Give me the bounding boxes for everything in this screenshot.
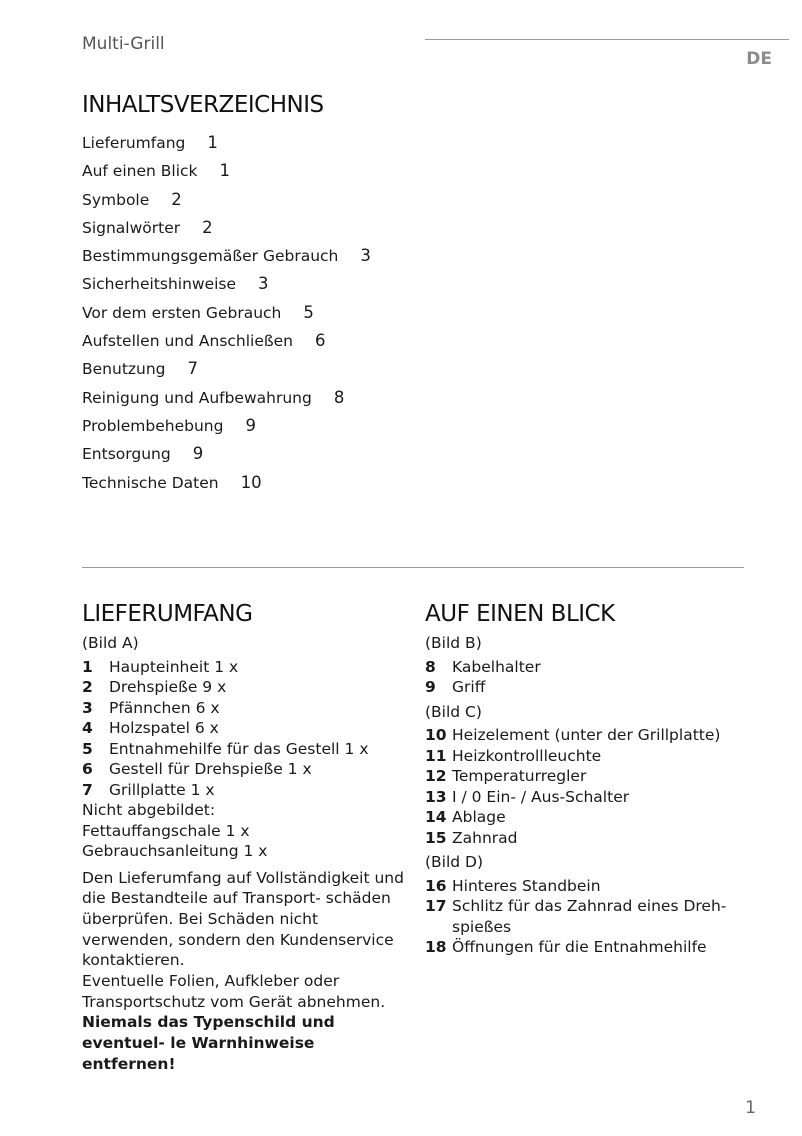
list-item: 15 Zahnrad: [425, 828, 518, 847]
not-shown-label: Nicht abgebildet:: [82, 801, 216, 819]
section-title: LIEFERUMFANG: [82, 601, 253, 627]
list-item: 9 Griff: [425, 678, 486, 696]
list-item: 7 Grillplatte 1 x: [82, 780, 215, 799]
toc-entry[interactable]: Reinigung und Aufbewahrung 8: [82, 387, 345, 407]
list-item: 5 Entnahmehilfe für das Gestell 1 x: [82, 739, 369, 758]
figure-ref: (Bild A): [82, 634, 139, 652]
toc-entry[interactable]: Entsorgung 9: [82, 444, 204, 464]
toc-list: [82, 132, 371, 500]
list-item: 14 Ablage: [425, 808, 506, 826]
page-number: 1: [745, 1098, 756, 1118]
toc-entry[interactable]: Bestimmungsgemäßer Gebrauch 3: [82, 246, 371, 266]
toc-entry[interactable]: Technische Daten 10: [82, 472, 262, 492]
toc-title: INHALTSVERZEICHNIS: [82, 92, 324, 118]
toc-entry[interactable]: Vor dem ersten Gebrauch 5: [82, 302, 314, 322]
list-item: 12 Temperaturregler: [425, 767, 587, 785]
toc-entry[interactable]: Signalwörter 2: [82, 217, 213, 237]
list-item: 4 Holzspatel 6 x: [82, 719, 219, 737]
list-item: 16 Hinteres Standbein: [425, 876, 601, 895]
not-shown-item: Gebrauchsanleitung 1 x: [82, 842, 268, 860]
toc-entry[interactable]: Problembehebung 9: [82, 415, 256, 435]
auf-einen-blick-section: [425, 599, 765, 958]
list-item: 10 Heizelement (unter der Grillplatte): [425, 726, 721, 744]
toc-entry[interactable]: Symbole 2: [82, 189, 182, 209]
warning-text: Niemals das Typenschild und eventuel- le Warnhinweise entfernen!: [82, 1013, 335, 1073]
list-item: 11 Heizkontrollleuchte: [425, 746, 602, 765]
list-item: 18 Öffnungen für die Entnahmehilfe: [425, 938, 707, 956]
list-item: 3 Pfännchen 6 x: [82, 698, 220, 717]
toc-entry[interactable]: Auf einen Blick 1: [82, 161, 231, 181]
product-name: Multi-Grill: [82, 34, 165, 54]
toc-entry[interactable]: Sicherheitshinweise 3: [82, 274, 269, 294]
list-item: 2 Drehspieße 9 x: [82, 678, 227, 696]
paragraph: Eventuelle Folien, Aufkleber oder Transportschutz vom Gerät abnehmen.: [82, 972, 386, 1011]
header-divider: [425, 39, 789, 40]
language-tag: DE: [746, 49, 772, 69]
section-title: AUF EINEN BLICK: [425, 601, 615, 627]
list-item: 1 Haupteinheit 1 x: [82, 657, 239, 676]
figure-ref: (Bild B): [425, 634, 482, 652]
section-divider: [82, 567, 744, 568]
list-item: 6 Gestell für Drehspieße 1 x: [82, 760, 312, 778]
not-shown-item: Fettauffangschale 1 x: [82, 821, 250, 840]
figure-ref: (Bild C): [425, 702, 482, 721]
figure-ref: (Bild D): [425, 853, 484, 871]
lieferumfang-section: [82, 599, 407, 1075]
toc-entry[interactable]: Aufstellen und Anschließen 6: [82, 331, 326, 351]
toc-entry[interactable]: Lieferumfang 1: [82, 133, 218, 152]
list-item: 17 Schlitz für das Zahnrad eines Dreh- spießes: [425, 897, 727, 936]
list-item: 8 Kabelhalter: [425, 657, 541, 676]
paragraph: Den Lieferumfang auf Vollständigkeit und die Bestandteile auf Transport- schäden überprüfen. Bei Schäden nicht verwenden, sondern den Kundenservice kontaktieren.: [82, 868, 404, 970]
toc-entry[interactable]: Benutzung 7: [82, 359, 199, 379]
list-item: 13 I / 0 Ein- / Aus-Schalter: [425, 787, 630, 806]
